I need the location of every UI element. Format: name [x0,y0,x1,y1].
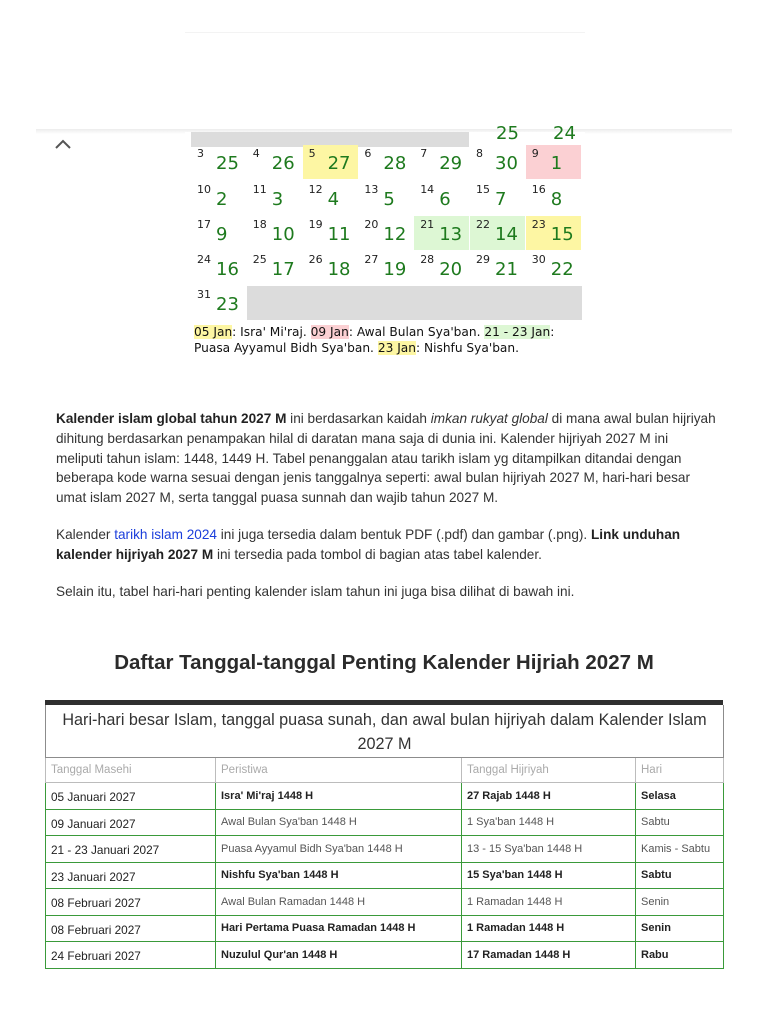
article-paragraph-intro [56,409,716,508]
gregorian-day: 25 [252,253,267,266]
italic-text: imkan rukyat global [430,411,548,426]
cell-peristiwa: Awal Bulan Sya'ban 1448 H [216,809,462,836]
hijri-day: 30 [495,153,518,174]
cell-hari: Sabtu [636,809,724,836]
calendar-day-cell [526,145,581,179]
calendar-day-cell [358,181,413,215]
hijri-day: 4 [327,189,340,210]
cell-masehi: 09 Januari 2027 [46,809,216,836]
note-event: : Puasa Ayyamul Bidh Sya'ban. [194,325,555,355]
gregorian-day: 4 [252,147,260,160]
calendar-week-row [191,145,581,179]
table-caption: Hari-hari besar Islam, tanggal puasa sunah, dan awal bulan hijriyah dalam Kalender Islam 2027 M [46,705,724,758]
calendar-day-cell [247,145,302,179]
gregorian-day: 13 [364,183,379,196]
hijri-day: 18 [327,259,351,280]
table-header-row [46,758,724,783]
body-text: Kalender [56,527,115,542]
gregorian-day: 28 [420,253,435,266]
hijri-day: 6 [439,189,451,210]
chevron-up-icon[interactable] [53,136,73,152]
gregorian-day: 7 [420,147,428,160]
table-row [46,889,724,916]
header-divider [185,32,585,33]
hijri-day: 22 [550,259,574,280]
cell-hari: Selasa [636,783,724,810]
cell-masehi: 21 - 23 Januari 2027 [46,836,216,863]
calendar-day-cell [526,181,581,215]
article-paragraph-download [56,525,716,565]
calendar-day-cell [191,181,246,215]
gregorian-day: 23 [531,218,546,231]
hijri-day: 25 [216,153,239,174]
note-event: : Isra' Mi'raj. [232,325,311,339]
table-row [46,862,724,889]
cell-hari: Kamis - Sabtu [636,836,724,863]
hijri-day: 21 [495,259,518,280]
gregorian-day: 26 [308,253,323,266]
gregorian-day: 3 [197,147,204,160]
cell-hijriyah: 13 - 15 Sya'ban 1448 H [462,836,636,863]
hijri-day: 14 [495,224,518,245]
hijri-day: 10 [271,224,295,245]
hijri-day: 28 [383,153,407,174]
hijri-day: 16 [216,259,239,280]
gregorian-day: 16 [531,183,546,196]
calendar-day-cell [247,181,302,215]
gregorian-day: 9 [531,147,539,160]
cell-hijriyah: 17 Ramadan 1448 H [462,942,636,969]
calendar-day-cell [303,216,358,250]
cell-hijriyah: 1 Ramadan 1448 H [462,915,636,942]
cell-masehi: 08 Februari 2027 [46,889,216,916]
hijri-day: 26 [271,153,295,174]
calendar-day-cell [303,251,358,285]
cell-peristiwa: Isra' Mi'raj 1448 H [216,783,462,810]
cell-masehi: 08 Februari 2027 [46,915,216,942]
cell-hijriyah: 15 Sya'ban 1448 H [462,862,636,889]
body-text: ini juga tersedia dalam bentuk PDF (.pdf) dan gambar (.png). [216,527,591,542]
calendar-day-cell [414,181,469,215]
gregorian-day: 30 [531,253,546,266]
note-event: : Nishfu Sya'ban. [415,341,520,355]
cell-hari: Senin [636,915,724,942]
hijri-day: 19 [383,259,407,280]
cell-peristiwa: Puasa Ayyamul Bidh Sya'ban 1448 H [216,836,462,863]
cell-peristiwa: Nishfu Sya'ban 1448 H [216,862,462,889]
hijri-day: 23 [216,294,239,315]
table-row [46,915,724,942]
calendar-day-cell [247,251,302,285]
gregorian-day: 12 [308,183,323,196]
calendar-day-cell [414,216,469,250]
calendar-legend-notes [194,324,579,356]
hijri-day: 2 [216,189,228,210]
hijri-day: 8 [550,189,563,210]
hijri-day: 27 [327,153,351,174]
calendar-week-row [191,286,581,320]
cell-hari: Sabtu [636,862,724,889]
cell-peristiwa: Nuzulul Qur'an 1448 H [216,942,462,969]
note-event: : Awal Bulan Sya'ban. [348,325,485,339]
calendar-week-row [191,216,581,250]
calendar-cut-date: 24 [553,123,576,144]
hijri-calendar-table [185,123,585,408]
hijri-day: 29 [439,153,463,174]
cell-peristiwa: Awal Bulan Ramadan 1448 H [216,889,462,916]
hijri-day: 13 [439,224,463,245]
cell-hijriyah: 1 Sya'ban 1448 H [462,809,636,836]
calendar-day-cell [191,286,246,320]
calendar-week-row [191,251,581,285]
hijri-day: 15 [550,224,574,245]
cell-hari: Rabu [636,942,724,969]
cell-hijriyah: 1 Ramadan 1448 H [462,889,636,916]
calendar-day-cell [191,145,246,179]
table-row [46,942,724,969]
top-header [0,0,768,130]
hijri-day: 17 [271,259,295,280]
gregorian-day: 19 [308,218,323,231]
section-heading: Daftar Tanggal-tanggal Penting Kalender Hijriah 2027 M [114,651,654,674]
tarikh-islam-link[interactable]: tarikh islam 2024 [114,527,217,542]
article-paragraph-table-intro: Selain itu, tabel hari-hari penting kalender islam tahun ini juga bisa dilihat di bawah ini. [56,584,575,599]
calendar-day-cell [303,145,358,179]
hijri-day: 1 [550,153,563,174]
note-date: 23 Jan [377,341,416,355]
body-text: di mana awal bulan hijriyah dihitung berdasarkan penampakan hilal di daratan mana saja di dunia ini. Kalender hijriyah 2027 M ini meliputi tahun islam: 1448, 1449 H. Tabel penanggalan atau tarikh islam yg ditampilkan ditandai dengan beberapa kode warna sesuai dengan jenis tanggalnya seperti: awal bulan hijriyah 2027 M, hari-hari besar umat islam 2027 M, serta tanggal puasa sunnah dan wajib tahun 2027 M. [56,411,716,506]
calendar-day-cell [358,251,413,285]
calendar-empty-cells [247,286,582,320]
gregorian-day: 21 [420,218,435,231]
gregorian-day: 5 [308,147,316,160]
calendar-day-cell [358,216,413,250]
calendar-day-cell [470,251,525,285]
gregorian-day: 24 [197,253,211,266]
calendar-day-cell [526,216,581,250]
column-header: Tanggal Masehi [46,758,216,783]
cell-hari: Senin [636,889,724,916]
hijri-day: 5 [383,189,395,210]
hijri-day: 3 [271,189,284,210]
table-row [46,809,724,836]
calendar-day-cell [191,251,246,285]
gregorian-day: 20 [364,218,379,231]
bold-text: Link unduhan kalender hijriyah 2027 M [56,527,681,562]
gregorian-day: 29 [476,253,490,266]
calendar-day-cell [526,251,581,285]
hijri-day: 20 [439,259,463,280]
gregorian-day: 27 [364,253,379,266]
column-header: Hari [636,758,724,783]
gregorian-day: 10 [197,183,211,196]
note-date: 09 Jan [310,325,349,339]
cell-hijriyah: 27 Rajab 1448 H [462,783,636,810]
hijri-day: 7 [495,189,507,210]
gregorian-day: 17 [197,218,211,231]
important-dates-table [45,700,723,969]
note-date: 21 - 23 Jan [484,325,551,339]
hijri-day: 11 [327,224,351,245]
cell-masehi: 23 Januari 2027 [46,862,216,889]
hijri-day: 12 [383,224,407,245]
calendar-day-cell [414,145,469,179]
gregorian-day: 15 [476,183,490,196]
column-header: Peristiwa [216,758,462,783]
bold-text: Kalender islam global tahun 2027 M [56,411,287,426]
calendar-day-cell [358,145,413,179]
calendar-day-cell [247,216,302,250]
table-row [46,836,724,863]
body-text: ini berdasarkan kaidah [286,411,431,426]
calendar-day-cell [470,216,525,250]
calendar-cut-date: 25 [496,123,519,144]
cell-masehi: 05 Januari 2027 [46,783,216,810]
body-text: ini tersedia pada tombol di bagian atas tabel kalender. [213,546,542,562]
cell-masehi: 24 Februari 2027 [46,942,216,969]
calendar-day-cell [303,181,358,215]
column-header: Tanggal Hijriyah [462,758,636,783]
gregorian-day: 18 [252,218,267,231]
gregorian-day: 14 [420,183,435,196]
gregorian-day: 6 [364,147,372,160]
calendar-day-cell [414,251,469,285]
gregorian-day: 31 [197,288,211,301]
calendar-day-cell [470,181,525,215]
gregorian-day: 11 [252,183,267,196]
gregorian-day: 8 [476,147,483,160]
note-date: 05 Jan [194,325,233,339]
calendar-week-row [191,181,581,215]
table-row [46,783,724,810]
calendar-day-cell [191,216,246,250]
hijri-day: 9 [216,224,228,245]
cell-peristiwa: Hari Pertama Puasa Ramadan 1448 H [216,915,462,942]
calendar-day-cell [470,145,525,179]
gregorian-day: 22 [476,218,490,231]
